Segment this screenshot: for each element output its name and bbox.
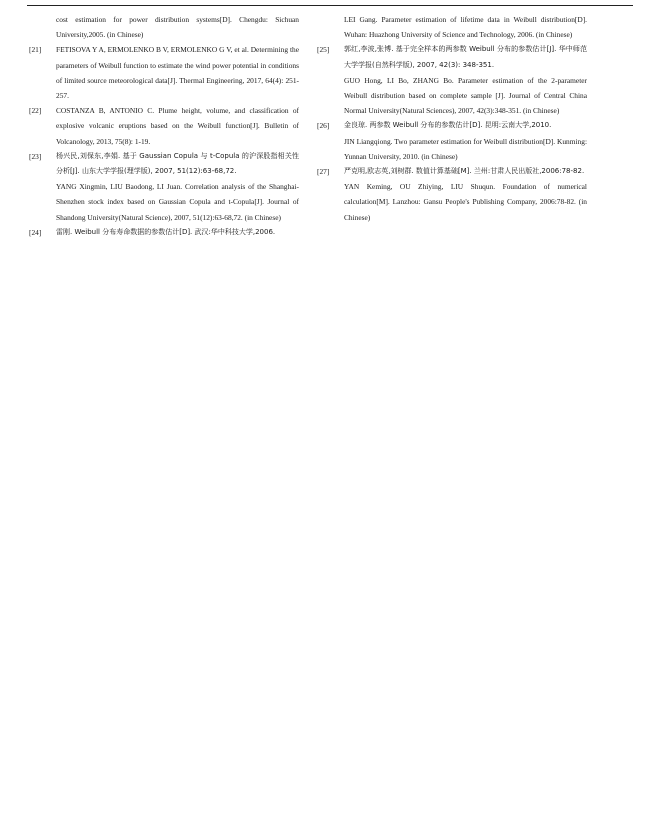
- reference-text-english: YAN Keming, OU Zhiying, LIU Shuqun. Foundation of numerical calculation[M]. Lanzhou: Gansu People's Publishing Company, 2006:78-82. (in Chinese): [344, 182, 587, 222]
- reference-23: [29, 149, 299, 225]
- reference-text-english: GUO Hong, LI Bo, ZHANG Bo. Parameter estimation of the 2-parameter Weibull distribution based on complete sample [J]. Journal of Central China Normal University(Natural Sciences), 2007, 42(3):348-351. (in Chinese): [344, 75, 587, 116]
- reference-text: FETISOVA Y A, ERMOLENKO B V, ERMOLENKO G V, et al. Determining the parameters of Weibull function to estimate the wind power potential in conditions of limited source meteorological data[J]. Thermal Engineering, 2017, 64(4): 251-257.: [56, 45, 299, 101]
- reference-number: [22]: [29, 106, 42, 116]
- reference-27: [317, 164, 587, 225]
- reference-text: cost estimation for power distribution systems[D]. Chengdu: Sichuan University,2005. (in Chinese): [56, 15, 299, 40]
- reference-continuation: [29, 12, 299, 42]
- reference-text-chinese: 严克明,欧志英,刘树群. 数值计算基础[M]. 兰州:甘肃人民出版社,2006:78-82.: [344, 167, 585, 176]
- reference-25: [317, 42, 587, 118]
- reference-number: [25]: [317, 45, 330, 55]
- reference-continuation: [317, 12, 587, 42]
- reference-text: LEI Gang. Parameter estimation of lifetime data in Weibull distribution[D]. Wuhan: Huazhong University of Science and Technology, 2006. (in Chinese): [344, 15, 587, 40]
- reference-22: [29, 103, 299, 149]
- reference-text-chinese: 杨兴民,刘保东,李娟. 基于 Gaussian Copula 与 t-Copula 的沪深股指相关性分析[J]. 山东大学学报(理学版), 2007, 51(12):63-68,72.: [56, 151, 299, 176]
- top-rule: [27, 5, 633, 6]
- reference-text-english: JIN Liangqiong. Two parameter estimation for Weibull distribution[D]. Kunming: Yunnan University, 2010. (in Chinese): [344, 136, 587, 161]
- reference-text: COSTANZA B, ANTONIO C. Plume height, volume, and classification of explosive volcanic eruptions based on the Weibull function[J]. Bulletin of Volcanology, 2013, 75(8): 1-19.: [56, 106, 299, 146]
- reference-24: [29, 225, 299, 240]
- reference-number: [23]: [29, 151, 42, 161]
- reference-number: [24]: [29, 227, 42, 237]
- reference-number: [21]: [29, 45, 42, 55]
- reference-text-english: YANG Xingmin, LIU Baodong, LI Juan. Correlation analysis of the Shanghai-Shenzhen stock index based on Gaussian Copula and t-Copula[J]. Journal of Shandong University(Natural Science), 2007, 51(12):63-68,72. (in Chinese): [56, 182, 299, 222]
- reference-number: [27]: [317, 167, 330, 177]
- left-column: [29, 12, 299, 240]
- reference-text-chinese: 金良琼. 两参数 Weibull 分布的参数估计[D]. 昆明:云南大学,2010.: [344, 121, 552, 130]
- reference-21: [29, 42, 299, 103]
- reference-26: [317, 118, 587, 164]
- reference-number: [26]: [317, 121, 330, 131]
- reference-text-chinese: 雷刚. Weibull 分布寿命数据的参数估计[D]. 武汉:华中科技大学,2006.: [56, 227, 276, 236]
- reference-text-chinese: 郭红,李波,张博. 基于完全样本的两参数 Weibull 分布的参数估计[J]. 华中师范大学学报(自然科学版), 2007, 42(3): 348-351.: [344, 45, 587, 69]
- right-column: [317, 12, 587, 225]
